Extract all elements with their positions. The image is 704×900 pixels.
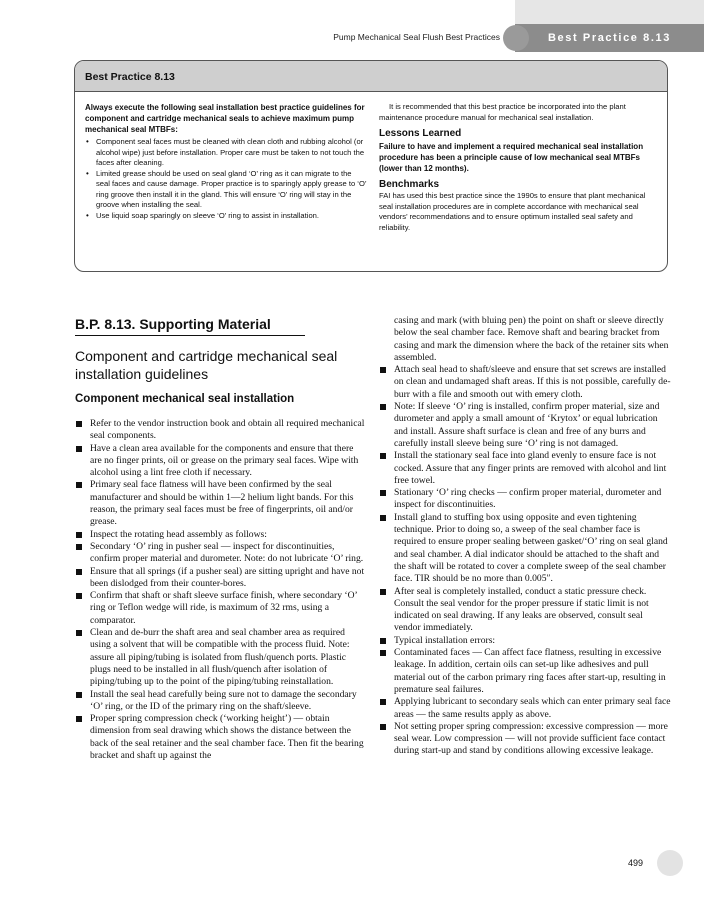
list-item: Clean and de-burr the shaft area and seal chamber area as required using a solvent that will be compatible with the process fluid. Note: assure all piping/tubing is isolated from flush/quench ports. Plastic plugs need to be installed in all flush/quench after isolation of piping/tubing up to the point of the piping/tubing reinstallation.	[75, 627, 367, 688]
body-left-column	[75, 418, 367, 762]
list-item: Confirm that shaft or shaft sleeve surface finish, where secondary ‘O’ ring or Teflon wedge will ride, is maximum of 32 rms, using a comparator.	[75, 590, 367, 627]
list-item: Contaminated faces — Can affect face flatness, resulting in excessive leakage. In addition, certain oils can set-up like adhesives and pull material out of the carbon primary ring faces after start-up, resulting in premature seal failures.	[379, 647, 671, 696]
header-tab-circle	[503, 25, 529, 51]
continued-paragraph: casing and mark (with bluing pen) the point on shaft or sleeve directly below the seal chamber face. Remove shaft and bearing bracket from casing and mark the dimension where the back of the retainer sits when assembled.	[394, 315, 669, 363]
running-title: Pump Mechanical Seal Flush Best Practices	[333, 32, 500, 42]
best-practice-bullet: • Component seal faces must be cleaned with clean cloth and rubbing alcohol (or alcohol wipe) just before installation. Proper care must be taken to not touch the faces after cleaning.	[85, 137, 367, 169]
header-tab-background-top	[515, 0, 704, 24]
list-item: Proper spring compression check (‘working height’) — obtain dimension from seal drawing which shows the distance between the back of the seal retainer and the seal chamber face. Then fit the bearing bracket and shaft up against the	[75, 713, 367, 762]
recommendation-text: It is recommended that this best practice be incorporated into the plant maintenance procedure manual for mechanical seal installation.	[379, 102, 626, 122]
list-item: Typical installation errors:	[379, 635, 671, 647]
list-item: Stationary ‘O’ ring checks — confirm proper material, durometer and inspect for discontinuities.	[379, 487, 671, 512]
list-item: Install the seal head carefully being sure not to damage the secondary ‘O’ ring, or the ID of the primary ring on the shaft/sleeve.	[75, 689, 367, 714]
benchmarks-heading: Benchmarks	[379, 178, 440, 190]
list-item: Note: If sleeve ‘O’ ring is installed, confirm proper material, size and durometer and apply a small amount of ‘Krytox’ or equal lubrication and install. Assure shaft surface is clean and free of any burrs and carefully install sleeve being sure ‘O’ ring is not damaged.	[379, 401, 671, 450]
body-right-column	[379, 315, 671, 758]
benchmarks-text: FAI has used this best practice since the 1990s to ensure that plant mechanical seal installation procedures are in complete accordance with mechanical seal vendors’ recommendations and to ensure optimum installed seal safety and reliability.	[379, 191, 646, 232]
list-item: Not setting proper spring compression: excessive compression — more seal wear. Low compression — will not provide sufficient face contact during start-up and stand by conditions allowing excessive leakage.	[379, 721, 671, 758]
best-practice-left-column	[85, 102, 367, 221]
lessons-learned-text: Failure to have and implement a required mechanical seal installation procedure has been a principle cause of low mechanical seal MTBFs (lower than 12 months).	[379, 141, 644, 173]
best-practice-intro: Always execute the following seal installation best practice guidelines for component and cartridge mechanical seals to achieve maximum pump mechanical seal MTBFs:	[85, 103, 365, 134]
list-item: Applying lubricant to secondary seals which can enter primary seal face areas — the same results apply as above.	[379, 696, 671, 721]
list-item: Install gland to stuffing box using opposite and even tightening technique. Prior to doing so, a sweep of the seal chamber face is required to ensure proper sealing between gasket/‘O’ ring on seal gland and seal chamber. A dial indicator should be attached to the shaft and the shaft will be rotated to cover a complete sweep of the seal chamber face. TIR should be no more than 0.005″.	[379, 512, 671, 586]
list-item: Secondary ‘O’ ring in pusher seal — inspect for discontinuities, confirm proper material and durometer. Note: do not lubricate ‘O’ ring.	[75, 541, 367, 566]
best-practice-right-column	[379, 102, 661, 233]
list-item: Ensure that all springs (if a pusher seal) are sitting upright and have not been dislodged from their counter-bores.	[75, 566, 367, 591]
best-practice-bullet: • Limited grease should be used on seal gland ‘O’ ring as it can migrate to the seal faces and cause damage. Proper practice is to sparingly apply grease to ‘O’ ring groove then install it in the gland. This will ensure ‘O’ ring will stay in the groove when installing the seal.	[85, 169, 367, 211]
list-item: After seal is completely installed, conduct a static pressure check. Consult the seal vendor for the proper pressure if static limit is not indicated on seal drawing. If any leaks are observed, consult seal vendor immediately.	[379, 586, 671, 635]
best-practice-bullets	[85, 137, 367, 221]
list-item: Have a clean area available for the components and ensure that there are no finger prints, oil or grease on the primary seal faces. Wipe with alcohol using a lint free cloth if necessary.	[75, 443, 367, 480]
best-practice-box-title: Best Practice 8.13	[85, 71, 175, 83]
section-subtitle: Component and cartridge mechanical seal installation guidelines	[75, 348, 338, 382]
list-item: Inspect the rotating head assembly as follows:	[75, 529, 367, 541]
section-title: B.P. 8.13. Supporting Material	[75, 316, 305, 336]
list-item: Install the stationary seal face into gland evenly to ensure face is not cocked. Assure that any finger prints are removed with alcohol and lint free towel.	[379, 450, 671, 487]
header-tab-label: Best Practice 8.13	[548, 32, 671, 44]
best-practice-bullet: • Use liquid soap sparingly on sleeve ‘O’ ring to assist in installation.	[85, 211, 367, 222]
lessons-learned-heading: Lessons Learned	[379, 128, 462, 139]
list-item: Primary seal face flatness will have been confirmed by the seal manufacturer and should be within 1—2 helium light bands. For this reason, the primary seal faces must be free of fingerprints, oil and/or grease.	[75, 479, 367, 528]
page-number: 499	[628, 858, 644, 868]
list-item: Attach seal head to shaft/sleeve and ensure that set screws are installed on clean and undamaged shaft areas. If this is not possible, carefully de-burr with a file and smooth out with emery cloth.	[379, 364, 671, 401]
left-bullet-list	[75, 418, 367, 762]
list-item: Refer to the vendor instruction book and obtain all required mechanical seal components.	[75, 418, 367, 443]
best-practice-box	[74, 60, 668, 272]
page-number-circle	[657, 850, 683, 876]
section-subsubtitle: Component mechanical seal installation	[75, 393, 295, 405]
right-bullet-list	[379, 364, 671, 758]
